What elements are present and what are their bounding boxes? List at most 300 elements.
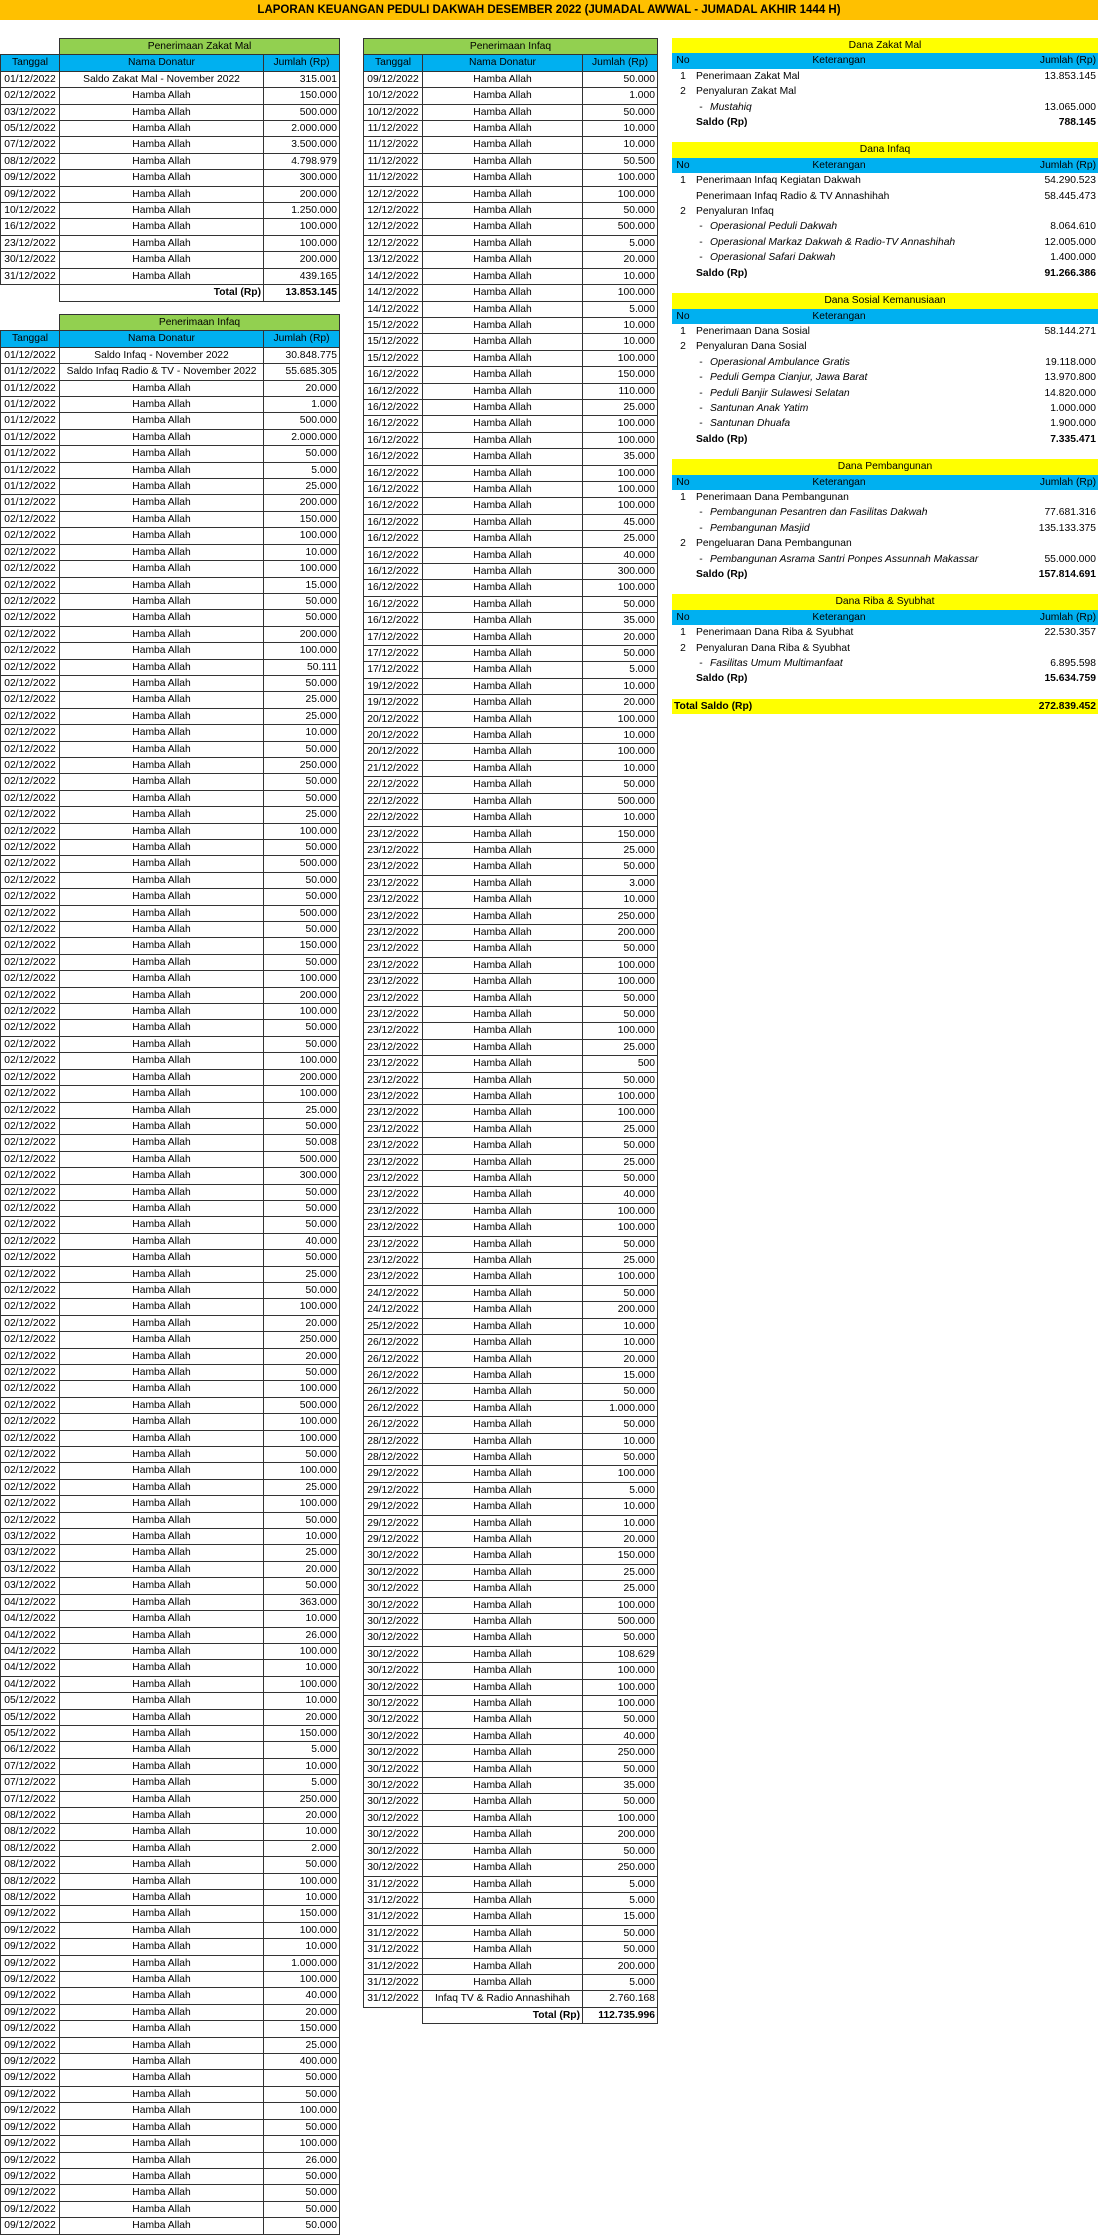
table-row [364,235,658,251]
cell-nama-donatur: Hamba Allah [423,334,583,350]
cell-jumlah: 20.000 [264,1348,340,1364]
cell-tanggal: 02/12/2022 [1,872,60,888]
cell-jumlah [984,204,1098,219]
cell-nama-donatur: Hamba Allah [423,1384,583,1400]
cell-tanggal: 02/12/2022 [1,1053,60,1069]
cell-tanggal: 08/12/2022 [1,1840,60,1856]
cell-jumlah: 40.000 [264,1233,340,1249]
cell-tanggal: 08/12/2022 [1,1857,60,1873]
table-row [364,170,658,186]
table-row [1,1873,340,1889]
cell-no [672,521,694,536]
table-row [1,2119,340,2135]
cell-jumlah: 5.000 [583,1974,658,1990]
cell-jumlah: 100.000 [264,1430,340,1446]
cell-keterangan: Santunan Anak Yatim [710,402,809,414]
cell-no [672,370,694,385]
table-row [1,153,340,169]
cell-nama-donatur: Hamba Allah [423,1581,583,1597]
cell-jumlah: 100.000 [264,2103,340,2119]
table-row [1,2004,340,2020]
cell-nama-donatur: Hamba Allah [60,2185,264,2201]
infaq2-title: Penerimaan Infaq [364,39,658,55]
cell-jumlah: 20.000 [264,2004,340,2020]
cell-nama-donatur: Hamba Allah [60,1020,264,1036]
cell-jumlah: 8.064.610 [1050,221,1096,233]
summary-row [672,567,1098,582]
total-amount: 13.853.145 [264,285,340,301]
cell-nama-donatur: Hamba Allah [423,728,583,744]
table-row [364,1745,658,1761]
cell-jumlah: 100.000 [583,170,658,186]
cell-jumlah: 50.000 [583,1843,658,1859]
cell-keterangan: Penyaluran Infaq [696,206,774,218]
table-row [364,547,658,563]
section-title-row [672,142,1098,157]
cell-nama-donatur: Hamba Allah [423,1433,583,1449]
cell-keterangan: Fasilitas Umum Multimanfaat [710,658,843,670]
cell-nama-donatur: Hamba Allah [423,892,583,908]
report-title: LAPORAN KEUANGAN PEDULI DAKWAH DESEMBER 2022 (JUMADAL AWWAL - JUMADAL AKHIR 1444 H) [0,0,1098,20]
cell-tanggal: 01/12/2022 [1,495,60,511]
cell-nama-donatur: Hamba Allah [60,1775,264,1791]
cell-jumlah: 500.000 [264,104,340,120]
cell-tanggal: 23/12/2022 [364,1203,423,1219]
cell-no [672,266,694,281]
cell-nama-donatur: Hamba Allah [423,1745,583,1761]
table-row [1,938,340,954]
cell-nama-donatur: Hamba Allah [423,1351,583,1367]
col-no: No [672,475,694,490]
table-row [1,364,340,380]
cell-jumlah: 50.000 [264,1200,340,1216]
table-row [1,1725,340,1741]
total-saldo-row [672,699,1098,714]
cell-jumlah: 50.000 [583,1794,658,1810]
cell-jumlah: 50.000 [264,790,340,806]
cell-tanggal: 29/12/2022 [364,1482,423,1498]
cell-nama-donatur: Hamba Allah [60,692,264,708]
cell-tanggal: 09/12/2022 [1,1988,60,2004]
summary-row [672,100,1098,115]
cell-nama-donatur: Hamba Allah [60,1660,264,1676]
cell-keterangan: Peduli Gempa Cianjur, Jawa Barat [710,372,868,384]
cell-nama-donatur: Hamba Allah [60,446,264,462]
cell-tanggal: 17/12/2022 [364,662,423,678]
cell-jumlah: 10.000 [583,1499,658,1515]
cell-tanggal: 31/12/2022 [1,268,60,284]
table-row [364,695,658,711]
cell-nama-donatur: Hamba Allah [423,908,583,924]
cell-jumlah: 10.000 [264,725,340,741]
cell-tanggal: 30/12/2022 [364,1696,423,1712]
cell-nama-donatur: Hamba Allah [60,380,264,396]
cell-jumlah: 50.000 [264,1857,340,1873]
table-row [1,137,340,153]
cell-jumlah: 100.000 [264,1643,340,1659]
table-row [364,1154,658,1170]
cell-nama-donatur: Hamba Allah [423,416,583,432]
cell-tanggal: 01/12/2022 [1,462,60,478]
cell-tanggal: 09/12/2022 [1,2070,60,2086]
cell-nama-donatur: Hamba Allah [423,317,583,333]
cell-nama-donatur: Hamba Allah [423,1253,583,1269]
cell-nama-donatur: Hamba Allah [60,1102,264,1118]
cell-nama-donatur: Hamba Allah [423,1778,583,1794]
cell-tanggal: 15/12/2022 [364,350,423,366]
cell-jumlah: 35.000 [583,449,658,465]
cell-nama-donatur: Hamba Allah [423,1269,583,1285]
summary-row [672,536,1098,551]
cell-tanggal: 29/12/2022 [364,1531,423,1547]
cell-nama-donatur: Hamba Allah [60,1890,264,1906]
cell-jumlah: 30.848.775 [264,347,340,363]
cell-nama-donatur: Hamba Allah [60,1873,264,1889]
cell-nama-donatur: Hamba Allah [423,1466,583,1482]
table-row [364,219,658,235]
cell-nama-donatur: Hamba Allah [60,1430,264,1446]
cell-nama-donatur: Hamba Allah [60,889,264,905]
cell-keterangan: Pengeluaran Dana Pembangunan [696,538,852,550]
table-row [1,922,340,938]
cell-keterangan: Penerimaan Dana Pembangunan [696,491,849,503]
cell-jumlah: 1.000.000 [583,1400,658,1416]
cell-jumlah: 20.000 [264,380,340,396]
cell-tanggal: 01/12/2022 [1,479,60,495]
cell-nama-donatur: Hamba Allah [423,744,583,760]
cell-jumlah: 50.000 [264,922,340,938]
cell-jumlah: 100.000 [264,2136,340,2152]
section-spacer [672,447,1098,459]
cell-nama-donatur: Hamba Allah [60,1742,264,1758]
table-row [1,741,340,757]
summary-row [672,505,1098,520]
cell-nama-donatur: Hamba Allah [60,1594,264,1610]
cell-nama-donatur: Hamba Allah [60,2136,264,2152]
cell-jumlah: 100.000 [264,1053,340,1069]
cell-tanggal: 14/12/2022 [364,268,423,284]
summary-row [672,266,1098,281]
cell-nama-donatur: Hamba Allah [423,1761,583,1777]
summary-row [672,401,1098,416]
summary-row [672,173,1098,188]
cell-jumlah: 250.000 [264,757,340,773]
cell-nama-donatur: Hamba Allah [60,1611,264,1627]
cell-tanggal: 30/12/2022 [364,1630,423,1646]
cell-nama-donatur: Hamba Allah [60,462,264,478]
cell-jumlah: 25.000 [583,1039,658,1055]
cell-nama-donatur: Hamba Allah [423,1958,583,1974]
table-row [1,708,340,724]
cell-keterangan: Operasional Markaz Dakwah & Radio-TV Annashihah [710,236,956,248]
table-row [1,1447,340,1463]
col-jumlah: Jumlah (Rp) [984,475,1098,490]
cell-tanggal: 02/12/2022 [1,1479,60,1495]
cell-nama-donatur: Hamba Allah [60,1939,264,1955]
table-row [364,1761,658,1777]
table-row [364,1449,658,1465]
summary-row [672,625,1098,640]
summary-row [672,84,1098,99]
cell-tanggal: 04/12/2022 [1,1611,60,1627]
table-row [1,1972,340,1988]
cell-nama-donatur: Hamba Allah [423,186,583,202]
cell-jumlah: 20.000 [264,1709,340,1725]
cell-jumlah: 10.000 [583,728,658,744]
cell-nama-donatur: Hamba Allah [60,1332,264,1348]
cell-nama-donatur: Hamba Allah [423,842,583,858]
cell-nama-donatur: Hamba Allah [423,1728,583,1744]
cell-jumlah: 100.000 [583,1466,658,1482]
cell-jumlah: 150.000 [583,1548,658,1564]
table-row [364,498,658,514]
table-row [1,1643,340,1659]
table-row [1,1709,340,1725]
cell-nama-donatur: Hamba Allah [423,1203,583,1219]
cell-tanggal: 30/12/2022 [364,1810,423,1826]
cell-jumlah: 100.000 [264,235,340,251]
cell-keterangan: Operasional Ambulance Gratis [710,356,850,368]
table-row [364,859,658,875]
cell-jumlah: 500.000 [583,1614,658,1630]
col-keterangan: Keterangan [694,158,984,173]
cell-tanggal: 01/12/2022 [1,71,60,87]
table-row [1,692,340,708]
cell-nama-donatur: Hamba Allah [423,1056,583,1072]
cell-jumlah: 200.000 [264,186,340,202]
infaq1-body [1,315,340,2235]
cell-tanggal: 20/12/2022 [364,744,423,760]
cell-nama-donatur: Hamba Allah [60,1725,264,1741]
table-row [1,2136,340,2152]
cell-tanggal: 23/12/2022 [364,1039,423,1055]
table-row [364,1105,658,1121]
table-row [364,1531,658,1547]
cell-tanggal: 10/12/2022 [364,88,423,104]
table-row [364,1581,658,1597]
table-row [1,1479,340,1495]
cell-jumlah: 50.000 [264,1365,340,1381]
cell-tanggal: 09/12/2022 [1,2103,60,2119]
cell-jumlah: 5.000 [264,1775,340,1791]
table-row [1,807,340,823]
table-row [1,1184,340,1200]
cell-nama-donatur: Hamba Allah [60,856,264,872]
cell-keterangan: Pembangunan Masjid [710,522,810,534]
table-row [1,577,340,593]
table-row [1,1758,340,1774]
table-row [364,1203,658,1219]
table-row [364,1696,658,1712]
table-row [1,1922,340,1938]
table-row [1,380,340,396]
cell-tanggal: 09/12/2022 [1,186,60,202]
cell-nama-donatur: Saldo Infaq - November 2022 [60,347,264,363]
cell-jumlah: 300.000 [264,170,340,186]
cell-jumlah: 1.400.000 [1050,252,1096,264]
table-row [364,924,658,940]
table-row [364,1860,658,1876]
cell-tanggal: 16/12/2022 [364,465,423,481]
cell-jumlah [984,641,1098,656]
table-row [364,252,658,268]
table-row [364,580,658,596]
cell-nama-donatur: Hamba Allah [423,268,583,284]
cell-jumlah: 54.290.523 [1044,175,1096,187]
cell-keterangan: Saldo (Rp) [696,267,748,279]
cell-nama-donatur: Hamba Allah [60,1561,264,1577]
cell-nama-donatur: Hamba Allah [423,1827,583,1843]
cell-no [672,219,694,234]
table-row [364,1827,658,1843]
cell-tanggal: 16/12/2022 [364,449,423,465]
cell-jumlah: 50.500 [583,153,658,169]
table-row [364,399,658,415]
cell-nama-donatur: Hamba Allah [60,1512,264,1528]
table-row [1,675,340,691]
cell-tanggal: 02/12/2022 [1,1151,60,1167]
total-label: Total (Rp) [60,285,264,301]
cell-jumlah: 10.000 [264,1758,340,1774]
cell-no [672,416,694,431]
cell-tanggal: 09/12/2022 [1,2218,60,2234]
cell-nama-donatur: Hamba Allah [60,1693,264,1709]
cell-jumlah: 1.000.000 [1050,402,1096,414]
cell-jumlah: 50.000 [264,1282,340,1298]
cell-keterangan: Operasional Peduli Dakwah [710,221,838,233]
cell-nama-donatur: Hamba Allah [60,971,264,987]
cell-nama-donatur: Hamba Allah [60,121,264,137]
cell-jumlah: 25.000 [264,692,340,708]
infaq-table-right [363,38,658,2024]
table-row [364,875,658,891]
cell-jumlah: 5.000 [264,1742,340,1758]
cell-nama-donatur: Hamba Allah [60,413,264,429]
cell-tanggal: 03/12/2022 [1,104,60,120]
table-row [364,1548,658,1564]
cell-nama-donatur: Hamba Allah [60,1643,264,1659]
cell-jumlah: 50.000 [264,2185,340,2201]
cell-nama-donatur: Hamba Allah [60,1414,264,1430]
cell-dash: - [699,372,703,384]
table-row [1,1102,340,1118]
cell-jumlah [984,339,1098,354]
cell-nama-donatur: Hamba Allah [60,479,264,495]
cell-tanggal: 05/12/2022 [1,1725,60,1741]
table-row [1,593,340,609]
table-row [1,1266,340,1282]
cell-nama-donatur: Hamba Allah [423,1417,583,1433]
table-row [364,285,658,301]
col-no: No [672,610,694,625]
cell-nama-donatur: Hamba Allah [423,1072,583,1088]
table-row [1,1676,340,1692]
cell-tanggal: 31/12/2022 [364,1876,423,1892]
table-row [1,1217,340,1233]
cell-nama-donatur: Hamba Allah [60,643,264,659]
table-row [364,514,658,530]
table-row [364,1942,658,1958]
col-jumlah: Jumlah (Rp) [583,55,658,71]
cell-jumlah: 1.000 [264,397,340,413]
cell-dash: - [699,101,703,113]
cell-nama-donatur: Hamba Allah [60,1069,264,1085]
cell-tanggal: 16/12/2022 [364,498,423,514]
cell-jumlah: 50.000 [583,1712,658,1728]
cell-keterangan: Operasional Safari Dakwah [710,252,836,264]
cell-nama-donatur: Hamba Allah [423,71,583,87]
cell-tanggal: 02/12/2022 [1,757,60,773]
cell-tanggal: 02/12/2022 [1,692,60,708]
cell-no [672,250,694,265]
cell-nama-donatur: Hamba Allah [60,1709,264,1725]
cell-tanggal: 23/12/2022 [364,957,423,973]
total-saldo-amount: 272.839.452 [984,699,1098,714]
cell-tanggal: 09/12/2022 [1,2168,60,2184]
cell-jumlah: 10.000 [264,544,340,560]
cell-tanggal: 02/12/2022 [1,971,60,987]
cell-nama-donatur: Hamba Allah [60,88,264,104]
section-header-row [672,158,1098,173]
cell-nama-donatur: Hamba Allah [60,1036,264,1052]
cell-no: 1 [680,175,686,187]
cell-jumlah: 50.000 [264,954,340,970]
cell-nama-donatur: Hamba Allah [60,872,264,888]
table-row [1,1414,340,1430]
cell-tanggal: 02/12/2022 [1,905,60,921]
table-row [364,1712,658,1728]
table-row [364,1400,658,1416]
cell-jumlah: 150.000 [264,1725,340,1741]
table-row [1,1578,340,1594]
summary-row [672,490,1098,505]
table-row [1,1529,340,1545]
cell-nama-donatur: Hamba Allah [60,840,264,856]
cell-jumlah: 58.445.473 [1044,190,1096,202]
cell-jumlah: 200.000 [583,1827,658,1843]
cell-tanggal: 05/12/2022 [1,1693,60,1709]
cell-tanggal: 16/12/2022 [364,432,423,448]
cell-jumlah: 100.000 [583,1220,658,1236]
table-row [1,1807,340,1823]
section-title: Dana Zakat Mal [672,38,1098,53]
cell-nama-donatur: Hamba Allah [60,1791,264,1807]
cell-nama-donatur: Hamba Allah [60,1217,264,1233]
cell-jumlah: 100.000 [264,1496,340,1512]
cell-nama-donatur: Hamba Allah [60,1758,264,1774]
cell-nama-donatur: Hamba Allah [423,826,583,842]
section-title: Dana Pembangunan [672,459,1098,474]
cell-tanggal: 02/12/2022 [1,987,60,1003]
cell-jumlah: 100.000 [583,285,658,301]
cell-jumlah: 25.000 [583,1154,658,1170]
cell-jumlah: 50.000 [583,646,658,662]
cell-tanggal: 01/12/2022 [1,397,60,413]
cell-tanggal: 02/12/2022 [1,741,60,757]
table-row [1,626,340,642]
cell-jumlah: 157.814.691 [1038,569,1096,580]
table-row [1,121,340,137]
cell-tanggal: 02/12/2022 [1,1217,60,1233]
cell-tanggal: 16/12/2022 [364,596,423,612]
cell-dash: - [699,553,703,565]
cell-nama-donatur: Hamba Allah [60,1200,264,1216]
cell-tanggal: 16/12/2022 [364,514,423,530]
cell-jumlah: 100.000 [583,580,658,596]
cell-no [672,235,694,250]
cell-keterangan: Penerimaan Dana Sosial [696,325,810,337]
cell-jumlah: 50.000 [264,610,340,626]
